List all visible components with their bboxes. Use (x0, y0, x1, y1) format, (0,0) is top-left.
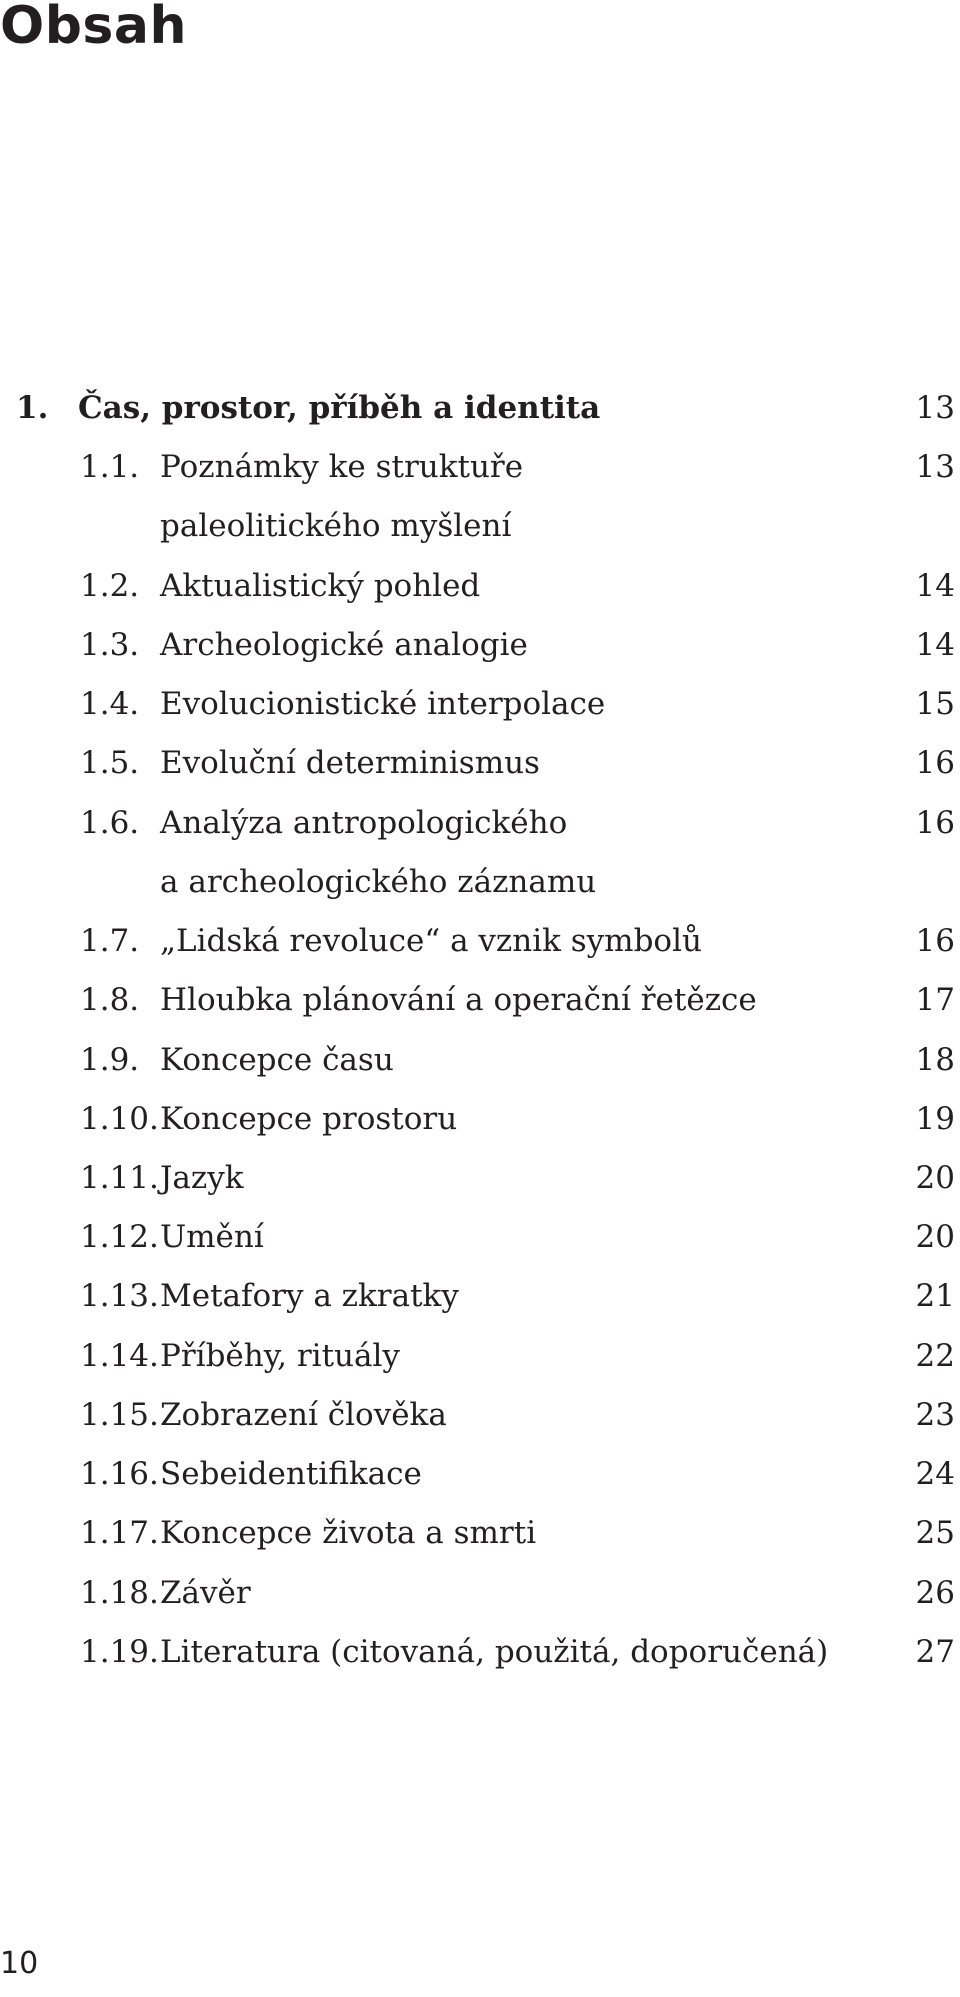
toc-item-page: 17 (915, 982, 955, 1018)
toc-item-1-3[interactable] (0, 625, 960, 665)
toc-item-title: Jazyk (160, 1160, 244, 1196)
toc-item-number: 1.4. (80, 686, 140, 722)
toc-item-number: 1.13. (80, 1278, 159, 1314)
toc-item-title: Příběhy, rituály (160, 1338, 400, 1374)
toc-item-title: Archeologické analogie (160, 627, 528, 663)
toc-item-1-15[interactable] (0, 1395, 960, 1435)
toc-item-number: 1.19. (80, 1634, 159, 1670)
toc-item-number: 1.2. (80, 568, 140, 604)
toc-item-page: 16 (915, 745, 955, 781)
toc-item-number: 1.16. (80, 1456, 159, 1492)
toc-item-number: 1.12. (80, 1219, 159, 1255)
toc-item-page: 26 (915, 1575, 955, 1611)
toc-item-page: 18 (915, 1042, 955, 1078)
toc-item-1-14[interactable] (0, 1336, 960, 1376)
toc-item-number: 1.1. (80, 449, 140, 485)
toc-item-1-18[interactable] (0, 1573, 960, 1613)
toc-item-number: 1.7. (80, 923, 140, 959)
toc-item-title: Zobrazení člověka (160, 1397, 447, 1433)
toc-chapter-title: Čas, prostor, příběh a identita (78, 390, 601, 426)
toc-item-number: 1.14. (80, 1338, 159, 1374)
toc-item-page: 21 (915, 1278, 955, 1314)
toc-item-title: Závěr (160, 1575, 251, 1611)
toc-item-number: 1.6. (80, 805, 140, 841)
toc-item-title-continuation: paleolitického myšlení (160, 508, 512, 544)
toc-item-page: 13 (915, 449, 955, 485)
toc-item-title: Evoluční determinismus (160, 745, 540, 781)
toc-item-page: 16 (915, 923, 955, 959)
toc-item-number: 1.8. (80, 982, 140, 1018)
toc-item-number: 1.17. (80, 1515, 159, 1551)
toc-item-title: Analýza antropologického (160, 805, 568, 841)
toc-item-number: 1.9. (80, 1042, 140, 1078)
toc-item-1-12[interactable] (0, 1217, 960, 1257)
toc-item-title: Aktualistický pohled (160, 568, 481, 604)
toc-item-title: Koncepce života a smrti (160, 1515, 537, 1551)
toc-item-1-17[interactable] (0, 1513, 960, 1553)
toc-item-number: 1.15. (80, 1397, 159, 1433)
toc-item-1-10[interactable] (0, 1099, 960, 1139)
toc-item-page: 15 (915, 686, 955, 722)
toc-item-page: 19 (915, 1101, 955, 1137)
toc-item-page: 25 (915, 1515, 955, 1551)
toc-item-1-8[interactable] (0, 980, 960, 1020)
page-title: Obsah (0, 0, 187, 56)
toc-item-1-4[interactable] (0, 684, 960, 724)
toc-item-title: Metafory a zkratky (160, 1278, 459, 1314)
toc-item-number: 1.11. (80, 1160, 159, 1196)
toc-item-1-6[interactable] (0, 803, 960, 843)
toc-item-1-6-continuation (0, 862, 960, 902)
toc-chapter-number: 1. (16, 390, 49, 426)
toc-item-title: Poznámky ke struktuře (160, 449, 524, 485)
toc-item-title: Koncepce prostoru (160, 1101, 458, 1137)
toc-item-number: 1.3. (80, 627, 140, 663)
toc-item-title: Hloubka plánování a operační řetězce (160, 982, 757, 1018)
toc-item-title: Koncepce času (160, 1042, 394, 1078)
toc-item-page: 16 (915, 805, 955, 841)
toc-chapter-1[interactable] (0, 388, 960, 428)
toc-item-1-19[interactable] (0, 1632, 960, 1672)
toc-item-1-13[interactable] (0, 1276, 960, 1316)
toc-item-1-7[interactable] (0, 921, 960, 961)
toc-item-title: Sebeidentifikace (160, 1456, 422, 1492)
toc-item-page: 20 (915, 1160, 955, 1196)
toc-item-title: Evolucionistické interpolace (160, 686, 606, 722)
toc-item-number: 1.18. (80, 1575, 159, 1611)
toc-item-page: 27 (915, 1634, 955, 1670)
toc-item-1-16[interactable] (0, 1454, 960, 1494)
page-number: 10 (0, 1946, 39, 1981)
toc-item-title: „Lidská revoluce“ a vznik symbolů (160, 923, 702, 959)
toc-item-1-1[interactable] (0, 447, 960, 487)
toc-item-number: 1.5. (80, 745, 140, 781)
toc-item-1-9[interactable] (0, 1040, 960, 1080)
toc-item-1-2[interactable] (0, 566, 960, 606)
toc-item-page: 20 (915, 1219, 955, 1255)
toc-item-1-1-continuation (0, 506, 960, 546)
toc-item-1-5[interactable] (0, 743, 960, 783)
toc-chapter-page: 13 (915, 390, 955, 426)
toc-item-page: 22 (915, 1338, 955, 1374)
toc-item-title-continuation: a archeologického záznamu (160, 864, 597, 900)
toc-item-number: 1.10. (80, 1101, 159, 1137)
toc-item-page: 14 (915, 627, 955, 663)
toc-item-title: Umění (160, 1219, 264, 1255)
toc-item-page: 14 (915, 568, 955, 604)
toc-item-1-11[interactable] (0, 1158, 960, 1198)
toc-item-page: 23 (915, 1397, 955, 1433)
toc-item-title: Literatura (citovaná, použitá, doporučená) (160, 1634, 829, 1670)
toc-item-page: 24 (915, 1456, 955, 1492)
